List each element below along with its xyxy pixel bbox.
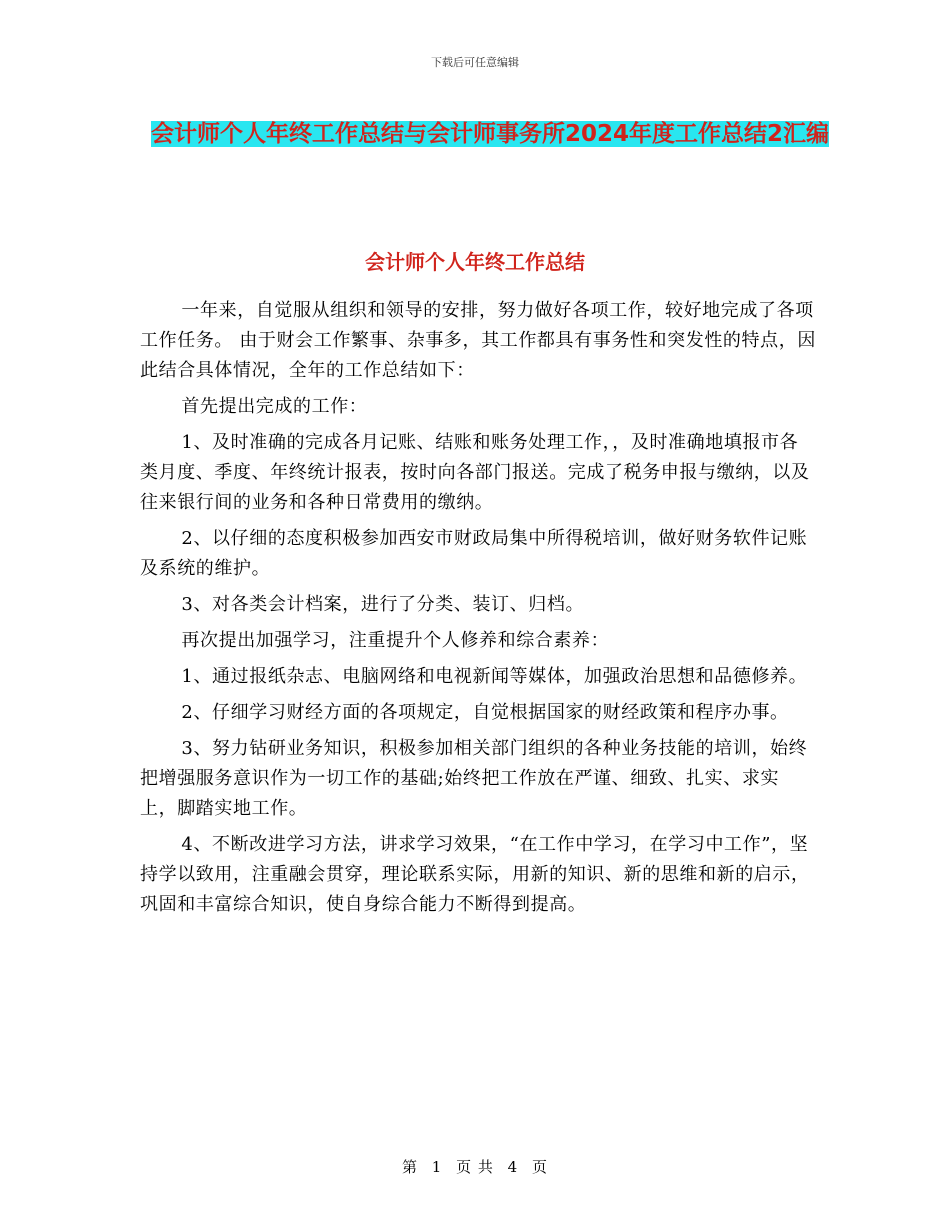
paragraph: 1、通过报纸杂志、电脑网络和电视新闻等媒体，加强政治思想和品德修养。: [181, 666, 808, 687]
document-body: [140, 296, 816, 926]
page-footer: [0, 1156, 950, 1177]
paragraph: 首先提出完成的工作：: [181, 396, 368, 417]
paragraph: 一年来，自觉服从组织和领导的安排，努力做好各项工作，较好地完成了各项工作任务。 由于财会工作繁事、杂事多，其工作都具有事务性和突发性的特点，因此结合具体情况，全年的工作总结如下：: [140, 300, 816, 381]
footer-page-number: 1: [431, 1158, 443, 1176]
document-title-text: 会计师个人年终工作总结与会计师事务所2024年度工作总结2汇编: [150, 121, 830, 147]
footer-middle: 页 共: [456, 1158, 494, 1176]
footer-total-pages: 4: [507, 1158, 519, 1176]
paragraph: 3、对各类会计档案，进行了分类、装订、归档。: [181, 594, 585, 615]
paragraph: 再次提出加强学习，注重提升个人修养和综合素养：: [181, 630, 610, 651]
paragraph: 2、以仔细的态度积极参加西安市财政局集中所得税培训，做好财务软件记账及系统的维护。: [140, 528, 808, 579]
paragraph: 2、仔细学习财经方面的各项规定，自觉根据国家的财经政策和程序办事。: [181, 702, 789, 723]
paragraph: 4、不断改进学习方法，讲求学习效果，“在工作中学习，在学习中工作”，坚持学以致用，注重融会贯穿，理论联系实际，用新的知识、新的思维和新的启示，巩固和丰富综合知识，使自身综合能力不断得到提高。: [140, 834, 810, 915]
paragraph: 3、努力钻研业务知识，积极参加相关部门组织的各种业务技能的培训，始终把增强服务意识作为一切工作的基础;始终把工作放在严谨、细致、扎实、求实上，脚踏实地工作。: [140, 738, 808, 819]
paragraph: 1、及时准确的完成各月记账、结账和账务处理工作，，及时准确地填报市各类月度、季度、年终统计报表，按时向各部门报送。完成了税务申报与缴纳，以及往来银行间的业务和各种日常费用的缴纳。: [140, 432, 810, 513]
footer-prefix: 第: [401, 1158, 418, 1176]
header-note: 下载后可任意编辑: [431, 56, 519, 69]
document-title: [140, 112, 840, 156]
footer-suffix: 页: [532, 1158, 549, 1176]
section-title: 会计师个人年终工作总结: [365, 250, 585, 274]
